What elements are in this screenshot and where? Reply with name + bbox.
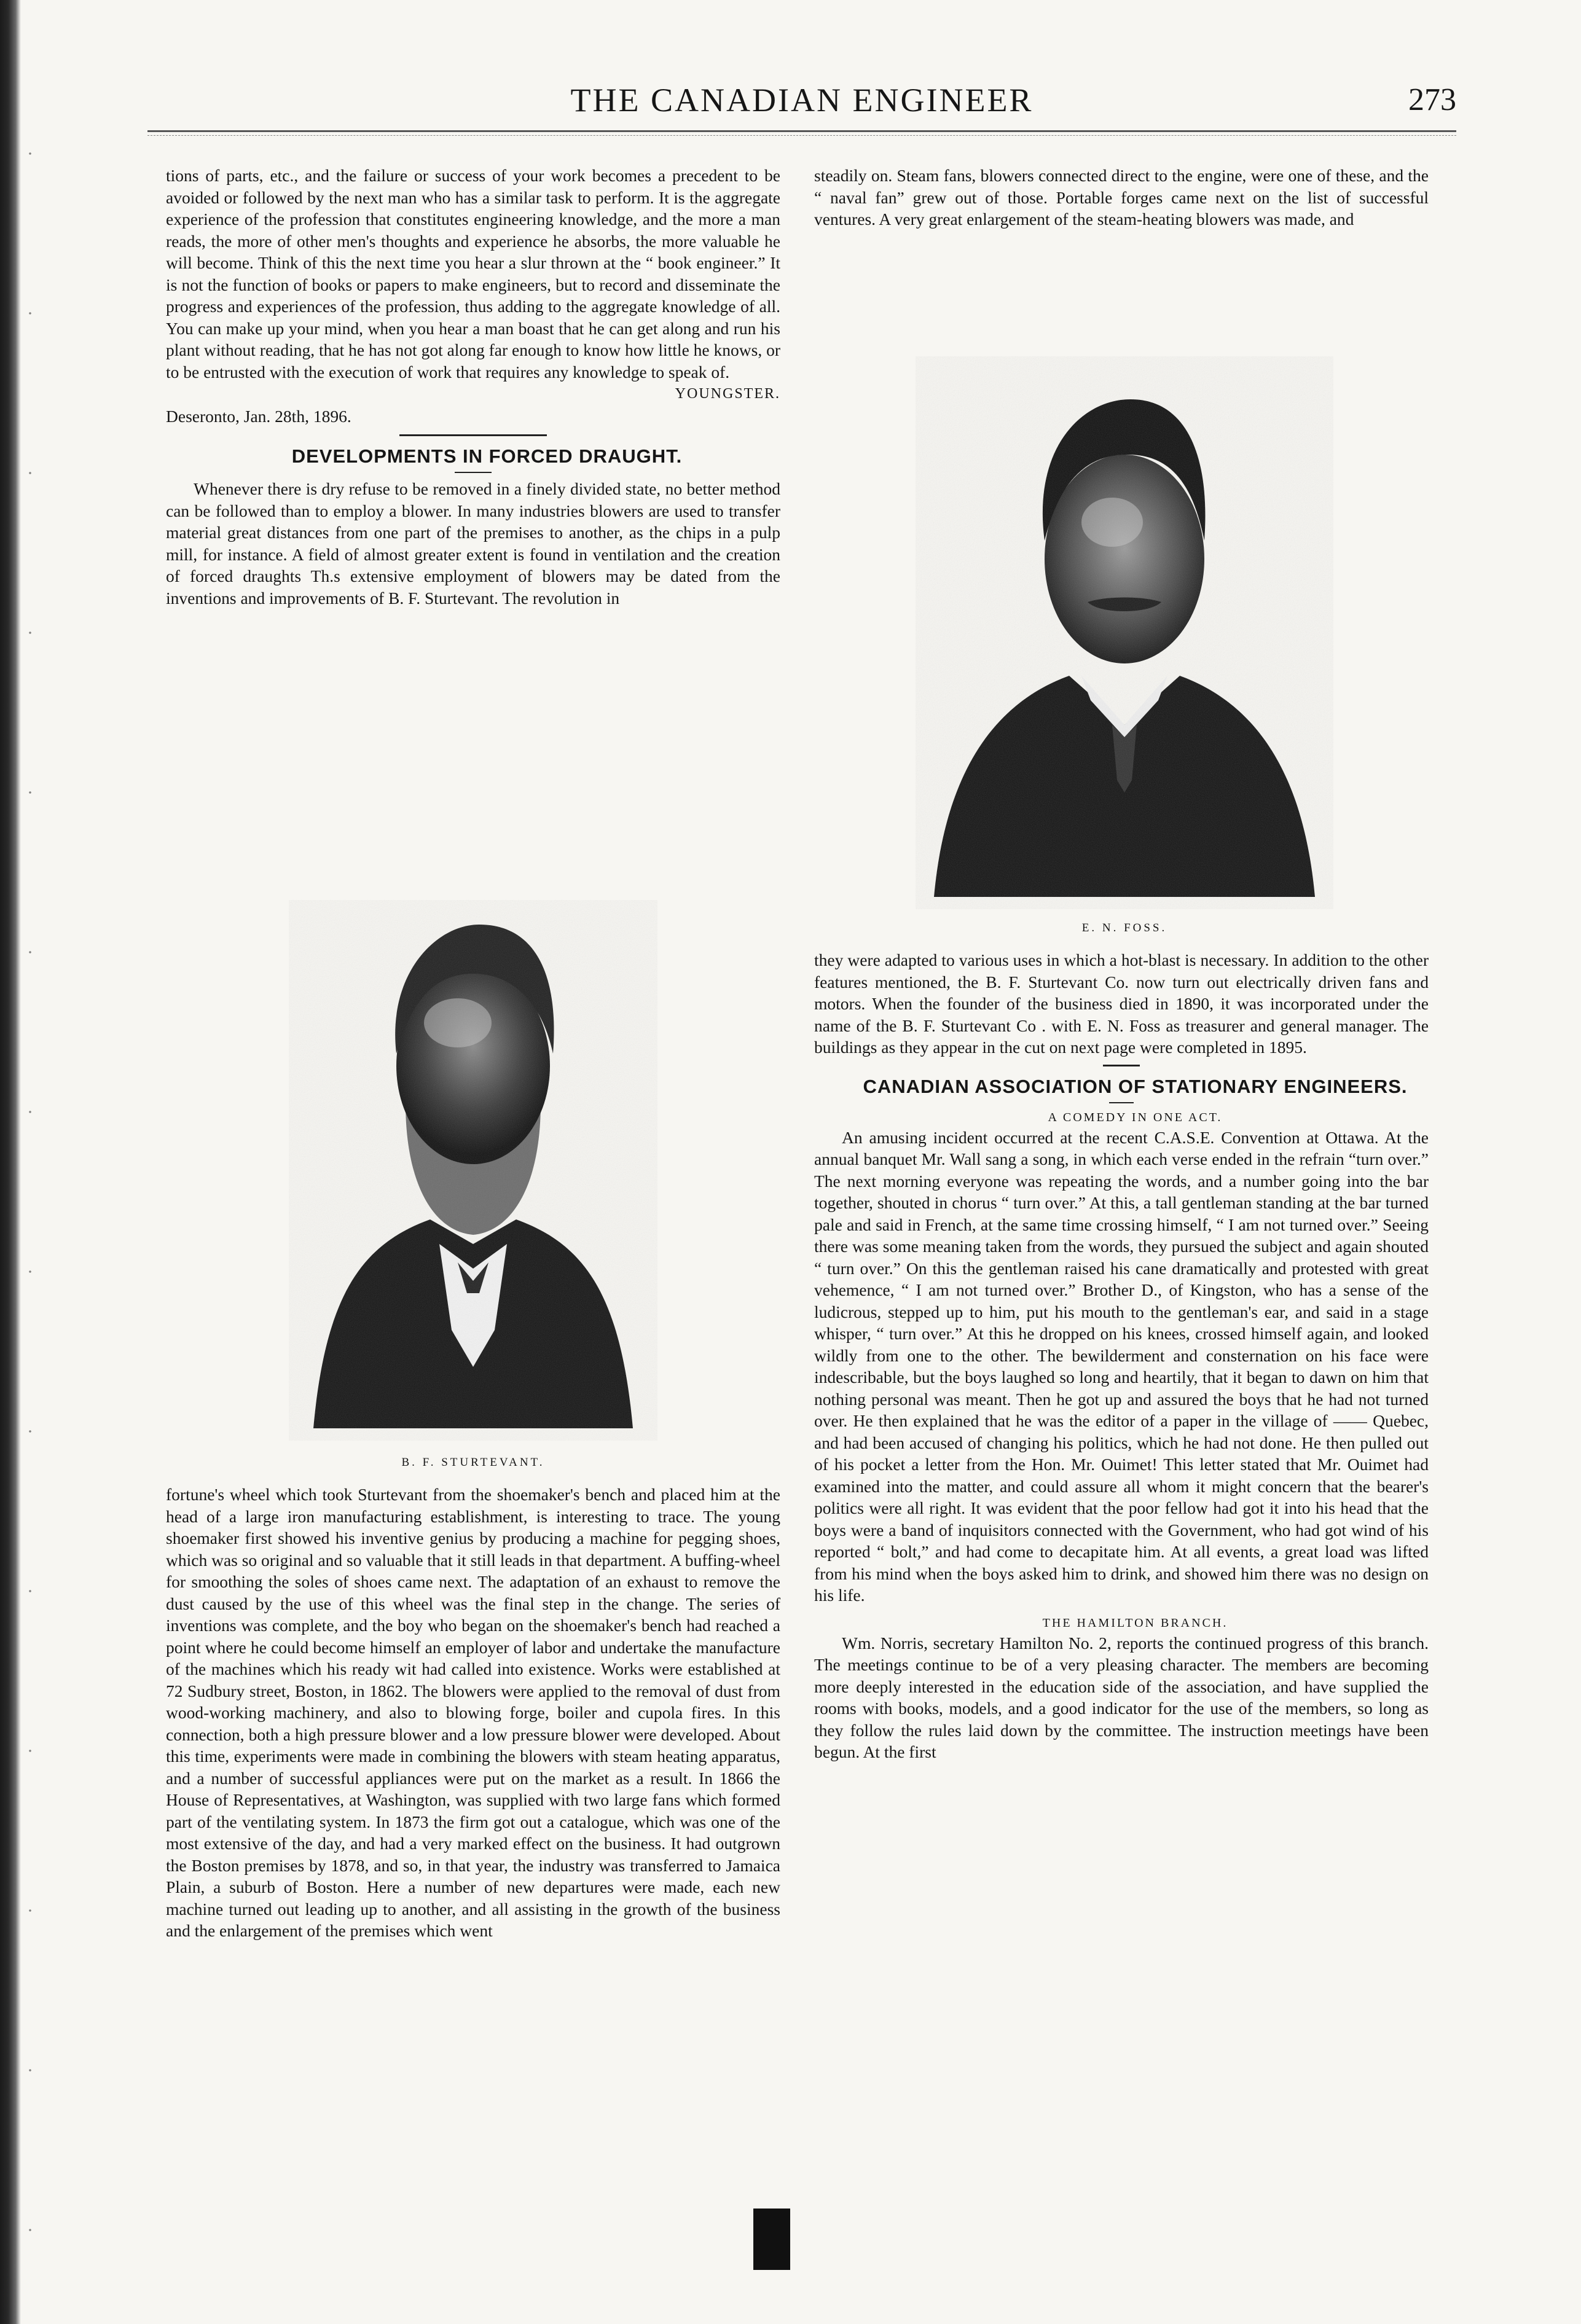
binding-holes	[21, 74, 39, 2285]
right-column-top	[814, 165, 1429, 230]
hamilton-branch-text: Wm. Norris, secretary Hamilton No. 2, reports the continued progress of this branch. The meetings continue to be of a very pleasing character. The members are becoming more deeply interested in the education side of the association, and have supplied the rooms with books, models, and a good indicator for the use of the members, so long as they follow the rules laid down by the committee. The instruction meetings have been begun. At the first	[814, 1633, 1429, 1761]
article-right-continued: they were adapted to various uses in which a hot-blast is necessary. In addition to the other features mentioned, the B. F. Sturtevant Co. now turn out electrically driven fans and motors. When the founder of the business died in 1890, it was incorporated under the name of the B. F. Sturtevant Co . with E. N. Foss as treasurer and general manager. The buildings as they appear in the cut on next page were completed in 1895.	[814, 950, 1429, 1057]
hamilton-branch-heading: THE HAMILTON BRANCH.	[1042, 1616, 1228, 1630]
letter-signature: YOUNGSTER.	[675, 386, 780, 402]
header-rule	[147, 130, 1456, 132]
article-continued: fortune's wheel which took Sturtevant from the shoemaker's bench and placed him at the head of a large iron manufacturing establishment, is interesting to trace. The young shoemaker first showed his inventive genius by producing a machine for pegging shoes, which was so original and so valuable that it still leads in that department. A buffing-wheel for smoothing the soles of shoes came next. The adaptation of an exhaust to remove the dust caused by the use of this wheel was the final step in the change. The series of inventions was complete, and the boy who began on the shoemaker's bench had reached a point where he could become himself an employer of labor and undertake the manufacture of the machines which his ready wit had called into existence. Works were established at 72 Sudbury street, Boston, in 1862. The blowers were applied to the removal of dust from wood-working machinery, and also to blowing forge, boiler and cupola fires. In this connection, both a high pressure blower and a low pressure blower were developed. About this time, experiments were made in combining the blowers with steam heating apparatus, and a number of successful appliances were put on the market as a result. In 1866 the House of Representatives, at Washington, was supplied with two large fans which formed part of the ventilating system. In 1873 the firm got out a catalogue, which was one of the most extensive of the day, and had a very marked effect on the business. It had outgrown the Boston premises by 1878, and so, in that year, the industry was transferred to Jamaica Plain, a suburb of Boston. Here a number of new departures were made, each new machine turned out leading up to another, and all assisting in the growth of the business and the enlargement of the premises which went	[166, 1485, 780, 1940]
journal-title: THE CANADIAN ENGINEER	[570, 82, 1034, 119]
foss-caption: E. N. FOSS.	[1081, 921, 1167, 934]
heading-rule	[455, 472, 492, 473]
left-column-bottom	[166, 1484, 780, 1942]
article-heading-forced-draught: DEVELOPMENTS IN FORCED DRAUGHT.	[291, 445, 683, 467]
foss-portrait	[916, 356, 1333, 909]
binding-edge	[0, 0, 21, 2324]
letter-paragraph: tions of parts, etc., and the failure or success of your work becomes a precedent to be avoided or followed by the next man who has a similar task to perform. It is the aggregate experience of the profession that constitutes engineering knowledge, and the more a man reads, the more of other men's thoughts and experience he absorbs, the more valuable he will become. Think of this the next time you hear a slur thrown at the “ book engineer.” It is not the function of books or papers to make engineers, but to record and disseminate the progress and experiences of the profession, thus adding to the aggregate knowledge of all. You can make up your mind, when you hear a man boast that he can get along and run his plant without reading, that he has not got along far enough to know how little he knows, or to be entrusted with the execution of work that requires any knowledge to speak of.	[166, 166, 780, 381]
section-separator	[399, 434, 547, 436]
right-column-bottom	[814, 949, 1429, 1763]
section-separator-short	[1103, 1065, 1140, 1066]
page-number: 273	[1408, 82, 1456, 117]
article-right-top: steadily on. Steam fans, blowers connected direct to the engine, were one of these, and the “ naval fan” grew out of those. Portable forges came next on the list of successful ventures. A very great enlargement of the steam-heating blowers was made, and	[814, 166, 1429, 229]
header-rule-dashed	[147, 135, 1456, 136]
left-column-top	[166, 165, 780, 609]
letter-dateline: Deseronto, Jan. 28th, 1896.	[166, 407, 351, 426]
sturtevant-portrait	[289, 900, 657, 1441]
ink-blot	[753, 2209, 790, 2270]
article-heading-case: CANADIAN ASSOCIATION OF STATIONARY ENGINEERS.	[863, 1075, 1408, 1097]
article-intro: Whenever there is dry refuse to be removed in a finely divided state, no better method can be followed than to employ a blower. In many industries blowers are used to transfer material great distances from one part of the premises to another, as the chips in a pulp mill, for instance. A field of almost greater extent is found in ventilation and the creation of forced draughts Th.s extensive employment of blowers may be dated from the inventions and improvements of B. F. Sturtevant. The revolution in	[166, 479, 780, 608]
page-header	[147, 79, 1456, 134]
article-subheading: A COMEDY IN ONE ACT.	[1048, 1110, 1223, 1124]
comedy-story: An amusing incident occurred at the recent C.A.S.E. Convention at Ottawa. At the annual banquet Mr. Wall sang a song, in which each verse ended in the refrain “turn over.” The next morning everyone was repeating the words, and a number going into the bar together, shouted in chorus “ turn over.” At this, a tall gentleman standing at the bar turned pale and said in French, at the same time crossing himself, “ I am not turned over.” Seeing there was some meaning taken from the words, they pursued the subject and again shouted “ turn over.” On this the gentleman raised his cane dramatically and protested with great vehemence, “ I am not turned over.” Brother D., of Kingston, who has a sense of the ludicrous, stepped up to him, put his mouth to the gentleman's ear, and said in a stage whisper, “ turn over.” At this he dropped on his knees, crossed himself again, and looked wildly from one to the other. The bewilderment and consternation on his face were indescribable, but the boys laughed so long and heartily, that it began to dawn on him that nothing personal was meant. Then he got up and assured the boys that he had not turned over. He then explained that he was the editor of a paper in the village of —— Quebec, and had been accused of changing his politics, which he had not done. He then pulled out of his pocket a letter from the Hon. Mr. Ouimet! This letter stated that Mr. Ouimet had examined into the matter, and could assure all whom it might concern that the bearer's politics were all right. It was evident that the poor fellow had got it into his head that the boys were a band of inquisitors connected with the Government, who had got wind of his reported “ bolt,” and had come to decapitate him. At all events, a great load was lifted from his mind when the boys asked him to drink, and showed him there was no design on his life.	[814, 1127, 1429, 1605]
heading-rule-case	[1109, 1102, 1134, 1103]
sturtevant-caption: B. F. STURTEVANT.	[401, 1456, 545, 1469]
